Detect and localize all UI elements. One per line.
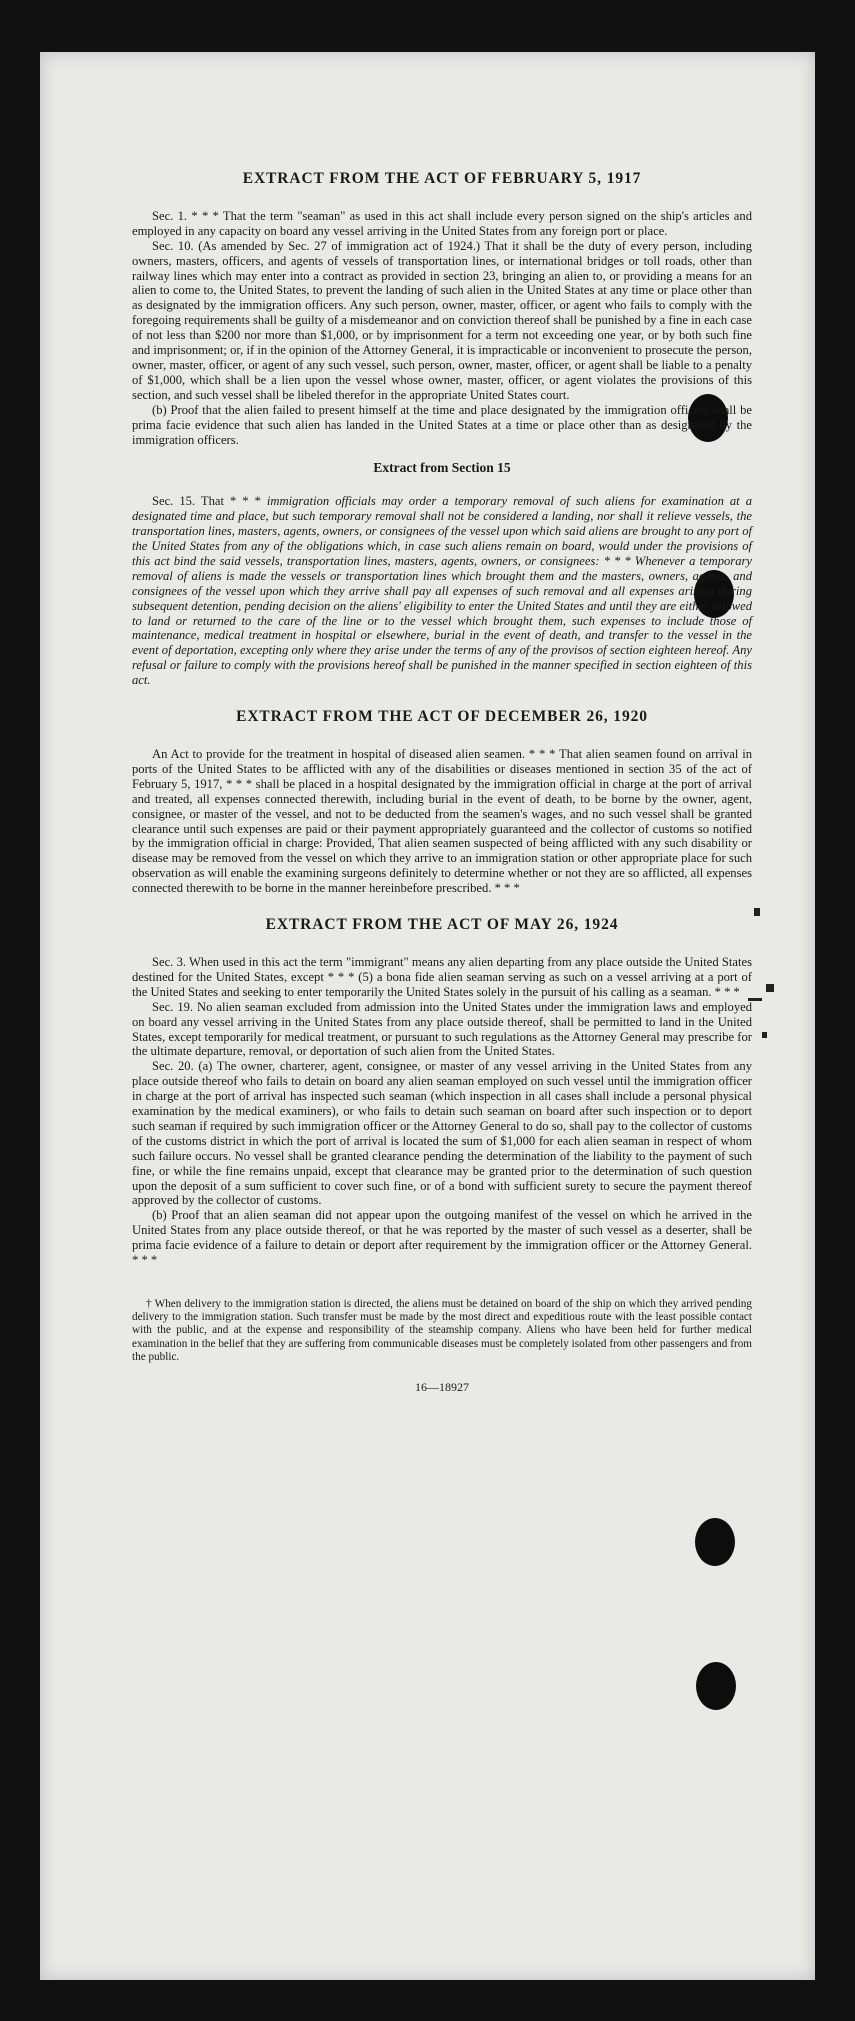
margin-mark-2 (766, 984, 774, 992)
paragraph-sec-3: Sec. 3. When used in this act the term "immigrant" means any alien departing from any place outside the United States destined for the United States, except * * * (5) a bona fide alien seaman serving as such on a vessel arriving at a port of the United States and seeking to enter temporarily the United States solely in the pursuit of his calling as a seaman. * * * (132, 954, 752, 999)
footnote-text: † When delivery to the immigration station is directed, the aliens must be detained on board of the ship on which they arrived pending delivery to the immigration station. Such transfer must be made by the most direct and expeditious route with the least possible contact with the public, and at the expense and responsibility of the steamship company. Aliens who have been held for further medical examination in the belief that they are suffering from communicable diseases must be completely isolated from other passengers and from the public. (132, 1298, 752, 1363)
paragraph-act-1920: An Act to provide for the treatment in hospital of diseased alien seamen. * * * That alien seamen found on arrival in ports of the United States to be afflicted with any of the disabilities or diseases mentioned in section 35 of the act of February 5, 1917, * * * shall be placed in a hospital designated by the immigration official in charge at the port of arrival and treated, all expenses connected therewith, including burial in the event of death, to be borne by the owner, agent, consignee, or master of the vessel, and not to be deducted from the seamen's wages, and no such vessel shall be granted clearance until such expenses are paid or their payment appropriately guaranteed and the collector of customs so notified by the immigration official in charge: Provided, That alien seamen suspected of being afflicted with any such disability or disease may be removed from the vessel on which they arrive to an immigration station or other appropriate place for such observation as will enable the examining surgeons definitely to determine whether or not they are so afflicted, all expenses connected therewith to be borne in the manner hereinbefore prescribed. * * * (132, 747, 752, 896)
section-title-1917: EXTRACT FROM THE ACT OF FEBRUARY 5, 1917 (242, 170, 642, 187)
document-page (40, 52, 815, 1980)
margin-mark-4 (762, 1032, 767, 1038)
paragraph-sec-19: Sec. 19. No alien seaman excluded from admission into the United States under the immigration laws and employed on board any vessel arriving in the United States from any place outside thereof, shall be permitted to land in the United States, except temporarily for medical treatment, or pursuant to such regulations as the Attorney General may prescribe for the ultimate departure, removal, or deportation of such alien from the United States. (132, 999, 752, 1059)
paragraph-sec-20b: (b) Proof that an alien seaman did not appear upon the outgoing manifest of the vessel on which he arrived in the United States from any place outside thereof, or that he was reported by the master of such vessel as a deserter, shall be prima facie evidence of a failure to detain or deport after requirement by the immigration officer or the Attorney General. * * * (132, 1208, 752, 1268)
paragraph-sec-20a: Sec. 20. (a) The owner, charterer, agent, consignee, or master of any vessel arriving in the United States from any place outside thereof who fails to detain on board any alien seaman employed on such vessel until the immigration officer in charge at the port of arrival has inspected such seaman (which inspection in all cases shall include a personal physical examination by the medical examiners), or who fails to detain such seaman on board after such inspection or to deport such seaman if required by such immigration officer or the Attorney General to do so, shall pay to the collector of customs of the customs district in which the port of arrival is located the sum of $1,000 for each alien seaman in respect of whom such failure occurs. No vessel shall be granted clearance pending the determination of the liability to the payment of such fine, or while the fine remains unpaid, except that clearance may be granted prior to the determination of such question upon the deposit of a sum sufficient to cover such fine, or of a bond with sufficient surety to secure the payment thereof approved by the collector of customs. (132, 1059, 752, 1208)
paragraph-sec-10b: (b) Proof that the alien failed to present himself at the time and place designated by the immigration officers shall be prima facie evidence that such alien has landed in the United States at a time or place other than as designated by the immigration officers. (132, 402, 752, 447)
paragraph-sec-1: Sec. 1. * * * That the term "seaman" as used in this act shall include every person signed on the ship's articles and employed in any capacity on board any vessel arriving in the United States from any foreign port or place. (132, 208, 752, 238)
sec-15-text: immigration officials may order a temporary removal of such aliens for examination at a designated time and place, but such temporary removal shall not be considered a landing, nor shall it relieve vessels, the transportation lines, masters, agents, owners, or consignees of the vessel upon which said aliens are brought to any port of the United States from any of the obligations which, in case such aliens remain on board, would under the provisions of this act bind the said vessels, transportation lines, masters, agents, owners, or consignees: * * * Whenever a temporary removal of aliens is made the vessels or transportation lines which brought them and the masters, owners, agents, and consignees of the vessel upon which they arrive shall pay all expenses of such removal and all expenses arising during subsequent detention, pending decision on the aliens' eligibility to enter the United States and until they are either allowed to land or returned to the care of the line or to the vessel which brought them, such expenses to include those of maintenance, medical treatment in hospital or elsewhere, burial in the event of death, and transfer to the vessel in the event of deportation, excepting only where they arise under the terms of any of the provisos of section eighteen hereof. Any refusal or failure to comply with the provisions hereof shall be punished in the manner specified in section eighteen of this act. (132, 494, 752, 688)
paragraph-sec-10: Sec. 10. (As amended by Sec. 27 of immigration act of 1924.) That it shall be the duty of every person, including owners, masters, officers, and agents of vessels of transportation lines, or international bridges or toll roads, other than railway lines which may enter into a contract as provided in section 23, bringing an alien to, or providing a means for an alien to come to, the United States, to prevent the landing of such alien in the United States at any time or place other than as designated by the immigration officers. Any such person, owner, master, officer, or agent who fails to comply with the foregoing requirements shall be guilty of a misdemeanor and on conviction thereof shall be punished by a fine in each case of not less than $200 nor more than $1,000, or by imprisonment for a term not exceeding one year, or by both such fine and imprisonment; or, if in the opinion of the Attorney General, it is impracticable or inconvenient to prosecute the person, owner, master, officer, or agent of any such vessel, such person, owner, master, officer, or agent shall be liable to a penalty of $1,000, which shall be a lien upon the vessel whose owner, master, officer, or agent violates the provisions of this section, and such vessel shall be libeled therefor in the appropriate United States court. (132, 238, 752, 402)
sec-15-lead: Sec. 15. That * * * (152, 494, 261, 509)
section-title-1924: EXTRACT FROM THE ACT OF MAY 26, 1924 (265, 916, 619, 934)
section-title-1920: EXTRACT FROM THE ACT OF DECEMBER 26, 1920 (236, 708, 648, 726)
page-number: 16—18927 (415, 1380, 469, 1395)
footnote (132, 1298, 752, 1364)
section-title-section-15: Extract from Section 15 (373, 460, 511, 476)
margin-mark-1 (754, 908, 760, 916)
paragraph-sec-15 (132, 494, 752, 688)
punch-hole-3 (695, 1518, 735, 1566)
document-content (132, 172, 752, 1395)
punch-hole-4 (696, 1662, 736, 1710)
